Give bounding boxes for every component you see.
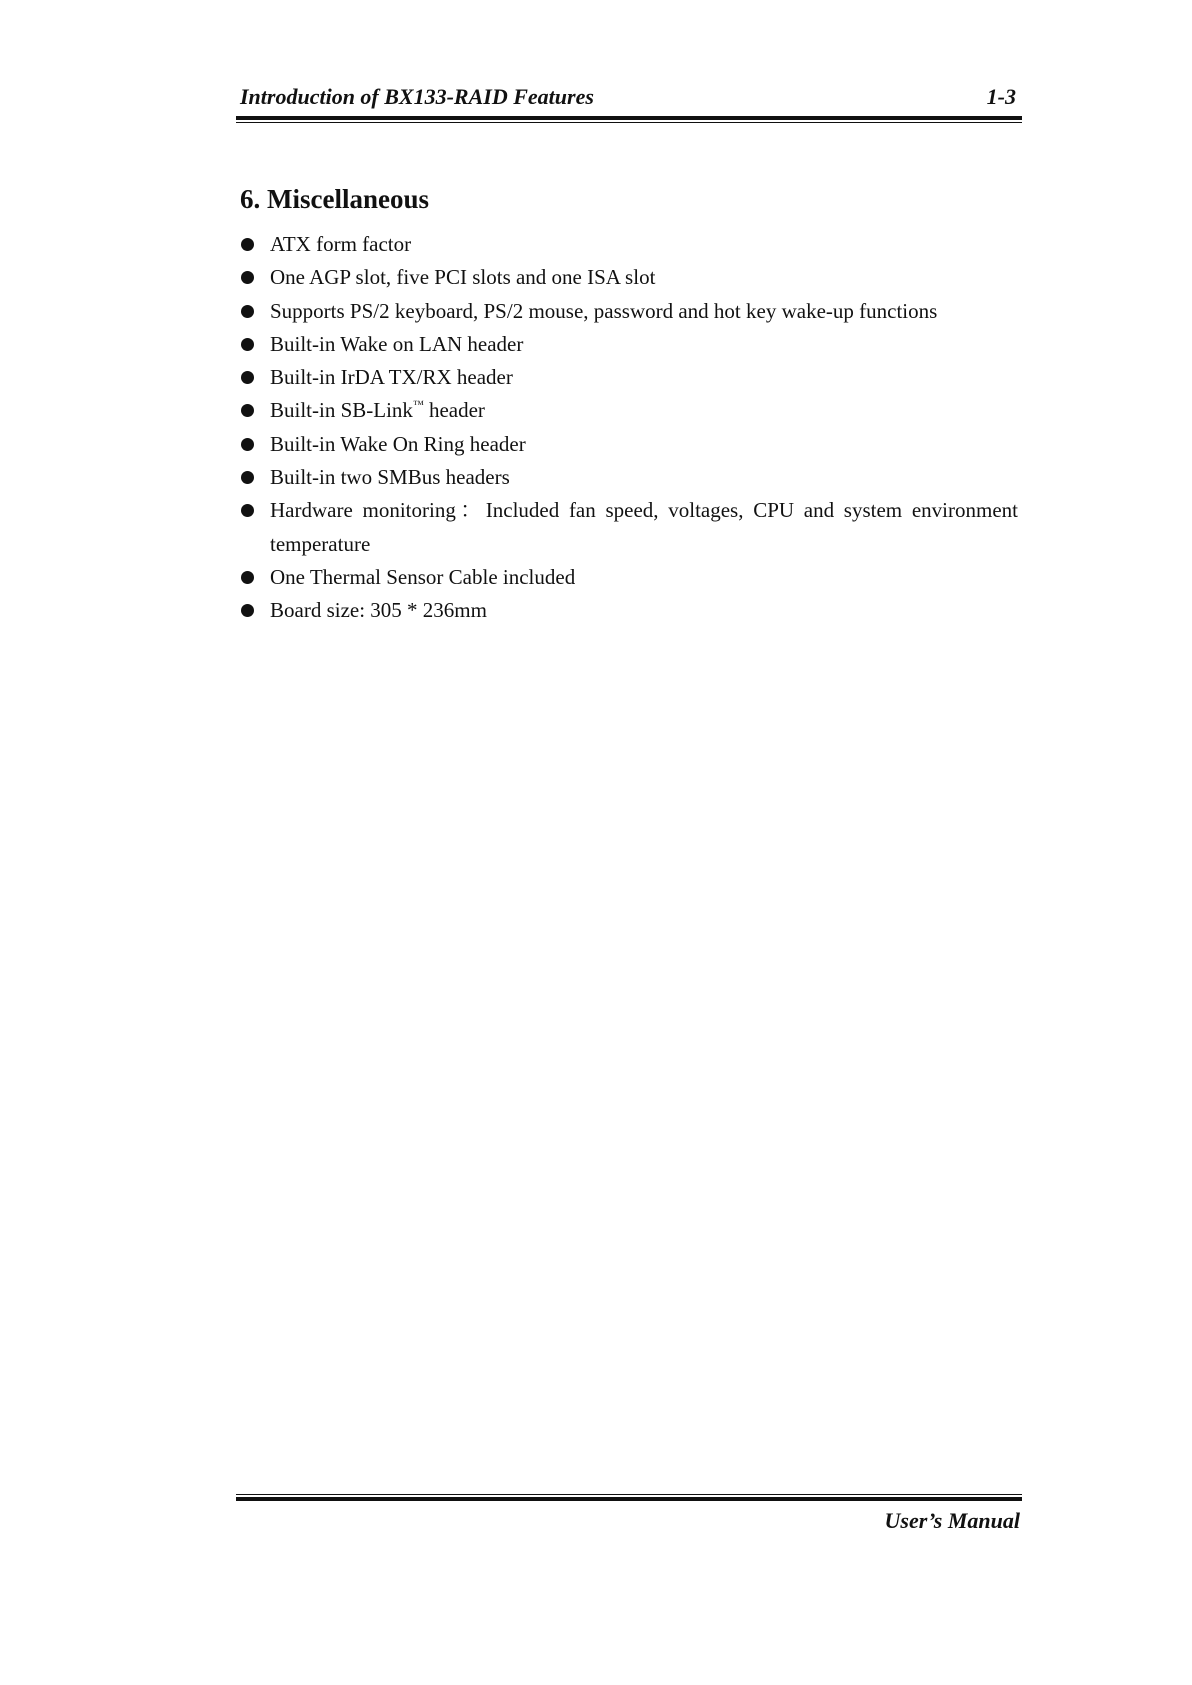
bullet-icon	[241, 471, 254, 484]
list-item-text: Built-in SB-Link	[270, 398, 413, 423]
bullet-icon	[241, 271, 254, 284]
bullet-icon	[241, 571, 254, 584]
list-item	[240, 261, 1018, 294]
bullet-icon	[241, 504, 254, 517]
list-item-text: One Thermal Sensor Cable included	[270, 564, 576, 589]
list-item-text: Built-in IrDA TX/RX header	[270, 365, 513, 390]
bullet-icon	[241, 371, 254, 384]
bullet-icon	[241, 305, 254, 318]
header-title: Introduction of BX133-RAID Features	[240, 84, 594, 109]
list-item-text: Built-in two SMBus headers	[270, 465, 510, 490]
list-item-text: Built-in Wake On Ring header	[270, 431, 526, 456]
bullet-icon	[241, 604, 254, 617]
list-item	[240, 361, 1018, 394]
bullet-icon	[241, 238, 254, 251]
list-item-text: Hardware monitoring：Included fan speed, voltages, CPU and system environment temperature	[270, 498, 1018, 556]
list-item-text: Built-in Wake on LAN header	[270, 331, 524, 356]
list-item-text: Board size: 305 * 236mm	[270, 598, 487, 623]
list-item	[240, 428, 1018, 461]
trademark-symbol: ™	[412, 399, 424, 412]
bullet-icon	[241, 338, 254, 351]
page-header	[240, 82, 1020, 118]
list-item	[240, 394, 1018, 427]
list-item-text: One AGP slot, five PCI slots and one ISA slot	[270, 265, 656, 290]
bullet-icon	[241, 404, 254, 417]
feature-list	[240, 228, 1018, 628]
list-item	[240, 594, 1018, 627]
list-item-text: ATX form factor	[270, 232, 412, 256]
header-rule-thick	[236, 116, 1022, 120]
list-item-text-suffix: header	[423, 398, 485, 423]
list-item	[240, 494, 1018, 561]
list-item	[240, 328, 1018, 361]
list-item-text: Supports PS/2 keyboard, PS/2 mouse, password and hot key wake-up functions	[270, 298, 938, 323]
list-item	[240, 228, 1018, 261]
section-heading: 6. Miscellaneous	[240, 184, 429, 214]
footer-label: User’s Manual	[884, 1508, 1020, 1533]
list-item	[240, 461, 1018, 494]
footer-rule-thin	[236, 1494, 1022, 1495]
list-item	[240, 295, 1018, 328]
bullet-icon	[241, 438, 254, 451]
list-item	[240, 561, 1018, 594]
header-rule-thin	[236, 122, 1022, 123]
footer-rule-thick	[236, 1497, 1022, 1501]
header-page-number: 1-3	[986, 84, 1016, 109]
